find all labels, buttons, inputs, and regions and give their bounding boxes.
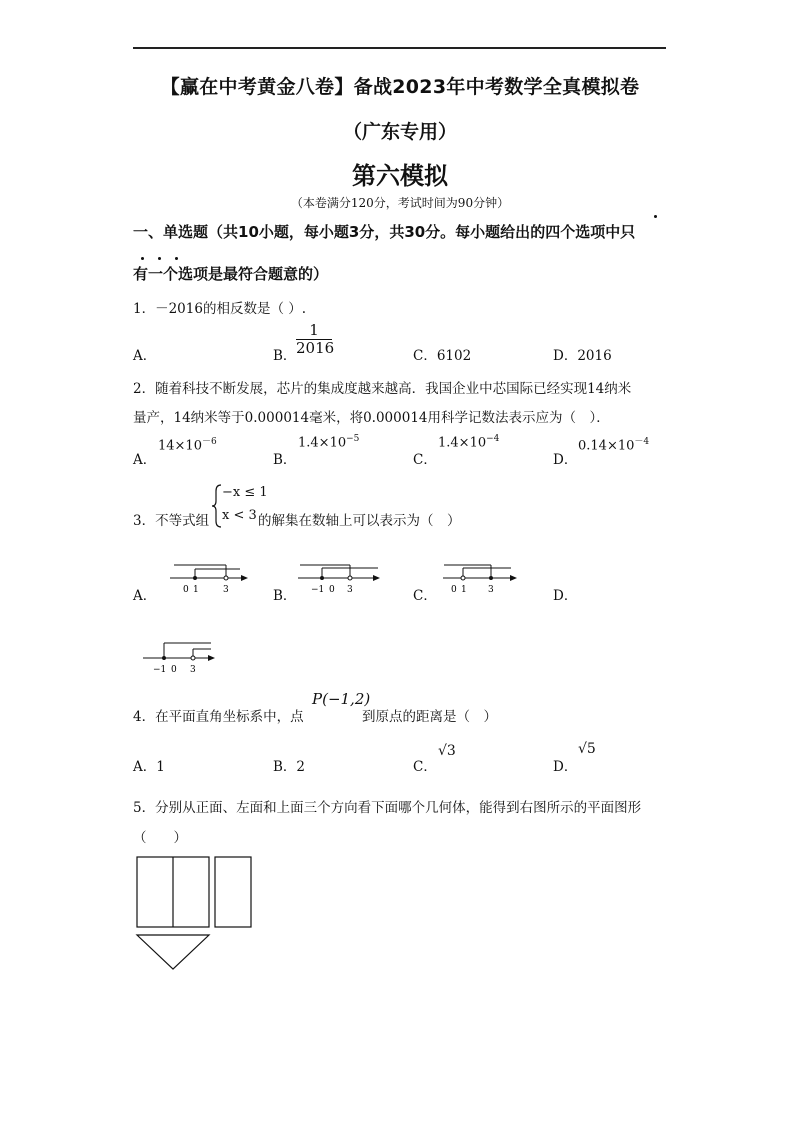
tick-label: −1 bbox=[153, 665, 167, 674]
q2-option-a-value bbox=[158, 434, 217, 453]
tick-label: 3 bbox=[347, 585, 353, 595]
q4-option-a: A．1 bbox=[133, 759, 165, 775]
number-line-d bbox=[141, 638, 217, 674]
q1-option-a: A． bbox=[133, 348, 157, 364]
sci-exponent: －4 bbox=[634, 437, 650, 447]
q2-option-d: D． bbox=[553, 452, 578, 468]
q3-option-c: C． bbox=[413, 588, 437, 604]
sci-base: 1.4×10 bbox=[438, 435, 487, 451]
tick-label: 3 bbox=[488, 585, 494, 595]
q4-option-c: C． bbox=[413, 759, 437, 775]
sci-exponent: －6 bbox=[201, 437, 217, 447]
q1-option-c: C．6102 bbox=[413, 348, 472, 364]
q3-option-d: D． bbox=[553, 588, 578, 604]
q4-option-d-value: √5 bbox=[578, 741, 596, 757]
sci-base: 14×10 bbox=[158, 438, 202, 454]
question-2-line2: 量产，14纳米等于0.000014毫米，将0.000014用科学记数法表示应为（ ）． bbox=[133, 410, 610, 426]
number-line-a bbox=[168, 562, 250, 596]
tick-label: 3 bbox=[190, 665, 196, 674]
tick-label: −1 bbox=[311, 585, 325, 595]
question-5-line1: 5．分别从正面、左面和上面三个方向看下面哪个几何体，能得到右图所示的平面图形 bbox=[133, 800, 642, 816]
question-3-suffix: 的解集在数轴上可以表示为（ ） bbox=[258, 513, 461, 529]
section-heading-line1: 一、单选题（共10小题，每小题3分，共30分。每小题给出的四个选项中只 bbox=[133, 223, 636, 241]
question-3-prefix: 3．不等式组 bbox=[133, 513, 210, 529]
inequality-1: −x ≤ 1 bbox=[222, 485, 268, 500]
emphasis-dot bbox=[175, 257, 178, 260]
q4-option-c-value: √3 bbox=[438, 743, 456, 759]
exam-note: （本卷满分120分，考试时间为90分钟） bbox=[290, 196, 510, 210]
q2-option-c-value bbox=[438, 434, 499, 450]
q1-option-b: B． bbox=[273, 348, 297, 364]
fraction-numerator: 1 bbox=[309, 321, 319, 339]
q1-option-d: D．2016 bbox=[553, 348, 612, 364]
header-rule bbox=[133, 47, 666, 49]
tick-label: 0 bbox=[329, 585, 335, 595]
q2-option-c: C． bbox=[413, 452, 437, 468]
emphasis-dot bbox=[654, 215, 657, 218]
q4-option-b: B．2 bbox=[273, 759, 306, 775]
tick-label: 0 bbox=[171, 665, 177, 674]
emphasis-dot bbox=[141, 257, 144, 260]
q2-option-b-value bbox=[298, 434, 359, 450]
section-heading-line2: 有一个选项是最符合题意的） bbox=[133, 265, 329, 283]
question-1-stem: 1．－2016的相反数是（ ）. bbox=[133, 301, 307, 317]
q2-option-b: B． bbox=[273, 452, 297, 468]
q4-option-d: D． bbox=[553, 759, 578, 775]
question-4-prefix: 4．在平面直角坐标系中，点 bbox=[133, 709, 304, 725]
tick-label: 3 bbox=[223, 585, 229, 595]
q3-option-a: A． bbox=[133, 588, 157, 604]
tick-label: 0 bbox=[451, 585, 457, 595]
tick-label: 1 bbox=[193, 585, 199, 595]
q3-option-b: B． bbox=[273, 588, 297, 604]
sci-exponent: −4 bbox=[486, 434, 500, 444]
sci-base: 0.14×10 bbox=[578, 438, 635, 454]
inequality-2: x < 3 bbox=[222, 508, 257, 523]
q2-option-a: A． bbox=[133, 452, 157, 468]
three-view-drawing bbox=[135, 855, 255, 973]
sci-exponent: −5 bbox=[346, 434, 360, 444]
question-2-line1: 2．随着科技不断发展，芯片的集成度越来越高．我国企业中芯国际已经实现14纳米 bbox=[133, 381, 632, 397]
side-view bbox=[215, 857, 251, 927]
emphasis-dot bbox=[158, 257, 161, 260]
top-view bbox=[137, 935, 209, 969]
q2-option-d-value bbox=[578, 434, 649, 453]
number-line-c bbox=[441, 562, 519, 596]
point-p: P(−1,2) bbox=[312, 690, 371, 708]
question-5-line2: （ ） bbox=[133, 830, 187, 846]
tick-label: 0 bbox=[183, 585, 189, 595]
q1-option-b-fraction bbox=[296, 321, 335, 357]
number-line-b bbox=[296, 562, 384, 596]
exam-subtitle: （广东专用） bbox=[342, 121, 457, 143]
fraction-denominator: 2016 bbox=[296, 339, 335, 357]
tick-label: 1 bbox=[461, 585, 467, 595]
exam-title: 【赢在中考黄金八卷】备战2023年中考数学全真模拟卷 bbox=[160, 76, 640, 98]
exam-series-title: 第六模拟 bbox=[352, 162, 448, 190]
sci-base: 1.4×10 bbox=[298, 435, 347, 451]
question-4-suffix: 到原点的距离是（ ） bbox=[362, 709, 497, 725]
